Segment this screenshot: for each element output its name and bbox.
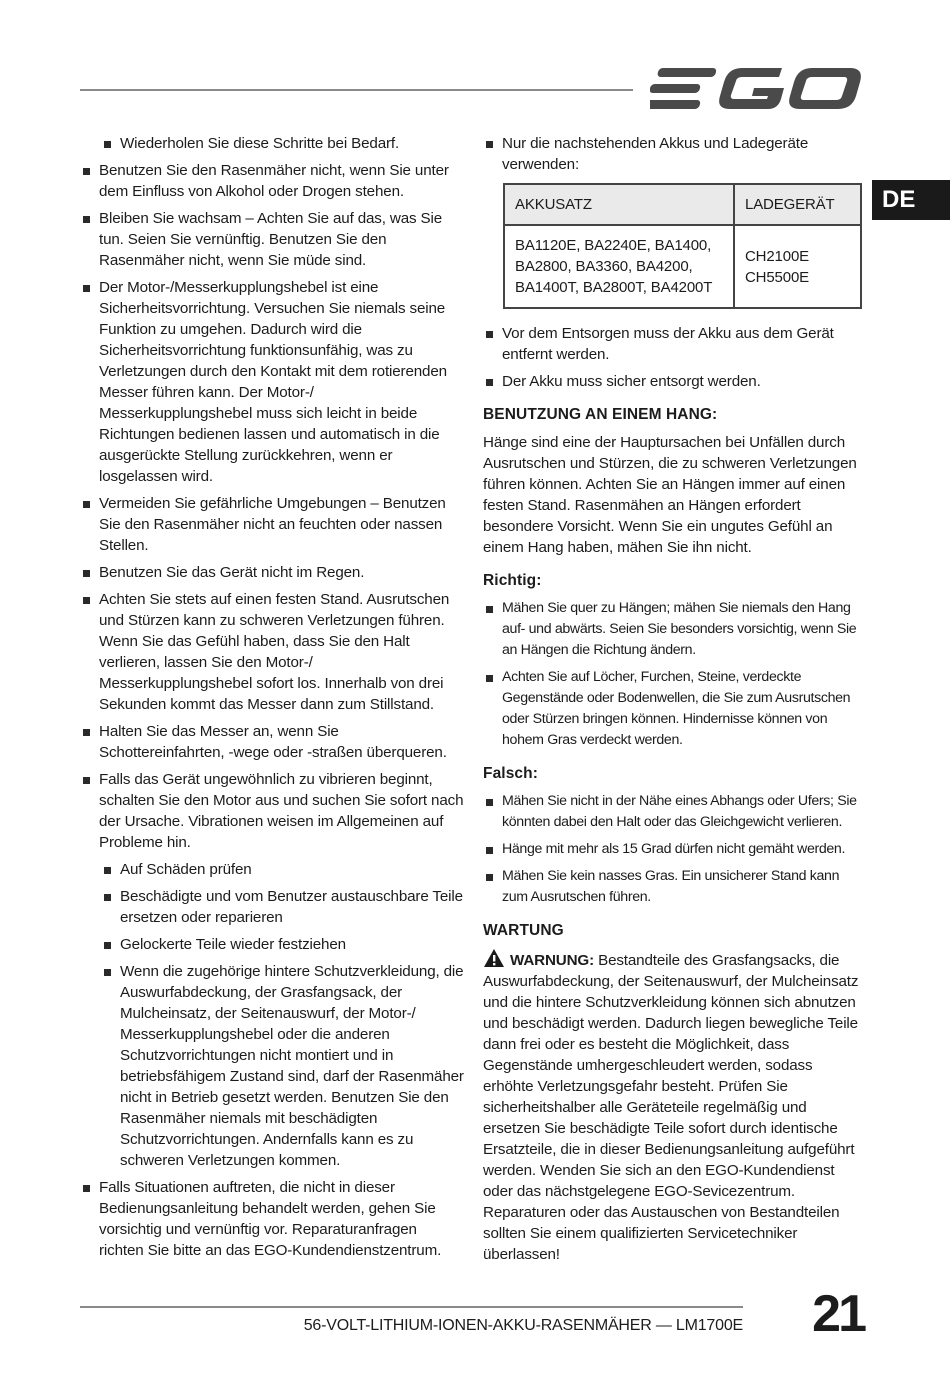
slope-heading: BENUTZUNG AN EINEM HANG: bbox=[483, 406, 718, 423]
list-item: Falls Situationen auftreten, die nicht in dieser Bedienungsanleitung behandelt werden, gehen Sie vorsichtig und vernünftig vor. Reparaturanfragen richten Sie bitte an das EGO-Kundendienstzentrum. bbox=[80, 1177, 465, 1261]
list-item: Benutzen Sie den Rasenmäher nicht, wenn Sie unter dem Einfluss von Alkohol oder Drogen stehen. bbox=[80, 160, 465, 202]
wrong-heading: Falsch: bbox=[483, 765, 538, 782]
footer-rule bbox=[80, 1306, 743, 1308]
slope-paragraph: Hänge sind eine der Hauptursachen bei Unfällen durch Ausrutschen und Stürzen, die zu schweren Verletzungen führen können. Achten Sie an Hängen immer auf einen festen Stand. Rasenmähen an Hängen erfordert besondere Vorsicht. Wenn Sie ein ungutes Gefühl an einem Hang haben, mähen Sie ihn nicht. bbox=[483, 434, 857, 556]
battery-intro-list bbox=[483, 133, 863, 175]
ego-logo bbox=[650, 64, 862, 114]
list-item: Auf Schäden prüfen bbox=[101, 859, 465, 880]
table-header-charger: LADEGERÄT bbox=[734, 184, 861, 225]
list-item: Gelockerte Teile wieder festziehen bbox=[101, 934, 465, 955]
list-item: Mähen Sie quer zu Hängen; mähen Sie niemals den Hang auf- und abwärts. Seien Sie besonders vorsichtig, wenn Sie an Hängen die Richtung ändern. bbox=[483, 598, 863, 661]
list-item: Bleiben Sie wachsam – Achten Sie auf das, was Sie tun. Seien Sie vernünftig. Benutzen Sie den Rasenmäher nicht, wenn Sie müde sind. bbox=[80, 208, 465, 271]
maintenance-heading: WARTUNG bbox=[483, 922, 564, 939]
warning-text: Bestandteile des Grasfangsacks, die Auswurfabdeckung, der Seitenauswurf, der Mulcheinsatz und die hintere Schutzverkleidung können sich abnutzen und beschädigt werden. Dadurch liegen bewegliche Teile dann frei oder es besteht die Möglichkeit, dass Gegenstände umhergeschleudert werden, sodass erhöhte Verletzungsgefahr besteht. Prüfen Sie sicherheitshalber alle Geräteteile regelmäßig und ersetzen Sie beschädigte Teile sofort durch identische Ersatzteile, die in dieser Bedienungsanleitung aufgeführt werden. Wenden Sie sich an den EGO-Kundendienst oder das nächstgelegene EGO-Sevicezentrum. Reparaturen oder das Austauschen von Bestandteilen sollten Sie einem qualifizierten Servicetechniker überlassen! bbox=[483, 952, 859, 1263]
battery-disposal-list bbox=[483, 323, 863, 392]
table-row bbox=[504, 225, 861, 308]
wrong-list bbox=[483, 791, 863, 908]
list-item: Beschädigte und vom Benutzer austauschbare Teile ersetzen oder reparieren bbox=[101, 886, 465, 928]
warning-paragraph bbox=[483, 948, 863, 1265]
list-item: Halten Sie das Messer an, wenn Sie Schottereinfahrten, -wege oder -straßen überqueren. bbox=[80, 721, 465, 763]
charger-model: CH2100E bbox=[745, 247, 809, 265]
warning-label: WARNUNG: bbox=[510, 952, 595, 969]
list-item: Der Motor-/Messerkupplungshebel ist eine Sicherheitsvorrichtung. Versuchen Sie niemals seine Funktion zu umgehen. Dadurch wird die Sicherheitsvorrichtung funktionsunfähig, was zu Verletzungen durch den Kontakt mit dem rotierenden Messer führen kann. Der Motor-/ Messerkupplungshebel muss sich leicht in beide Richtungen bedienen lassen und automatisch in die ausgerückte Stellung zurückkehren, wenn er losgelassen wird. bbox=[80, 277, 465, 487]
battery-models: BA1120E, BA2240E, BA1400, BA2800, BA3360, BA4200, BA1400T, BA2800T, BA4200T bbox=[504, 225, 734, 308]
list-item: Benutzen Sie das Gerät nicht im Regen. bbox=[80, 562, 465, 583]
list-item: Vor dem Entsorgen muss der Akku aus dem Gerät entfernt werden. bbox=[483, 323, 863, 365]
list-item: Vermeiden Sie gefährliche Umgebungen – Benutzen Sie den Rasenmäher nicht an feuchten oder nassen Stellen. bbox=[80, 493, 465, 556]
list-item: Falls das Gerät ungewöhnlich zu vibrieren beginnt, schalten Sie den Motor aus und suchen Sie sofort nach der Ursache. Vibrationen weisen im Allgemeinen auf Probleme hin. bbox=[80, 769, 465, 853]
table-header-row bbox=[504, 184, 861, 225]
language-tab: DE bbox=[872, 180, 950, 220]
list-item: Hänge mit mehr als 15 Grad dürfen nicht gemäht werden. bbox=[483, 839, 863, 860]
correct-list bbox=[483, 598, 863, 751]
right-column bbox=[483, 133, 863, 1275]
header-rule bbox=[80, 89, 633, 91]
charger-model: CH5500E bbox=[745, 268, 809, 286]
list-item: Achten Sie auf Löcher, Furchen, Steine, verdeckte Gegenstände oder Bodenwellen, die Sie zum Ausrutschen oder Stürzen bringen können. Hindernisse können von hohem Gras verdeckt werden. bbox=[483, 667, 863, 751]
list-item: Nur die nachstehenden Akkus und Ladegeräte verwenden: bbox=[483, 133, 863, 175]
charger-models bbox=[734, 225, 861, 308]
footer-title: 56-VOLT-LITHIUM-IONEN-AKKU-RASENMÄHER — LM1700E bbox=[303, 1317, 743, 1334]
list-item: Mähen Sie nicht in der Nähe eines Abhangs oder Ufers; Sie könnten dabei den Halt oder das Gleichgewicht verlieren. bbox=[483, 791, 863, 833]
left-column bbox=[80, 133, 465, 1267]
correct-heading: Richtig: bbox=[483, 572, 542, 589]
page-number: 21 bbox=[812, 1285, 864, 1343]
safety-list bbox=[80, 133, 465, 1261]
table-header-battery: AKKUSATZ bbox=[504, 184, 734, 225]
battery-table bbox=[503, 183, 862, 309]
list-item: Achten Sie stets auf einen festen Stand. Ausrutschen und Stürzen kann zu schweren Verletzungen führen. Wenn Sie das Gefühl haben, dass Sie den Halt verlieren, lassen Sie den Motor-/ Messerkupplungshebel sofort los. Innerhalb von drei Sekunden kommt das Messer dann zum Stillstand. bbox=[80, 589, 465, 715]
list-item: Wenn die zugehörige hintere Schutzverkleidung, die Auswurfabdeckung, der Grasfangsack, der Mulcheinsatz, der Seitenauswurf, der Motor-/ Messerkupplungshebel oder die anderen Schutzvorrichtungen nicht montiert und in betriebsfähigem Zustand sind, darf der Rasenmäher nicht in Betrieb gesetzt werden. Benutzen Sie den Rasenmäher niemals mit beschädigten Schutzvorrichtungen. Andernfalls kann es zu schweren Verletzungen kommen. bbox=[101, 961, 465, 1171]
list-item: Der Akku muss sicher entsorgt werden. bbox=[483, 371, 863, 392]
list-item: Wiederholen Sie diese Schritte bei Bedarf. bbox=[101, 133, 465, 154]
warning-triangle-icon bbox=[483, 948, 505, 968]
list-item: Mähen Sie kein nasses Gras. Ein unsicherer Stand kann zum Ausrutschen führen. bbox=[483, 866, 863, 908]
